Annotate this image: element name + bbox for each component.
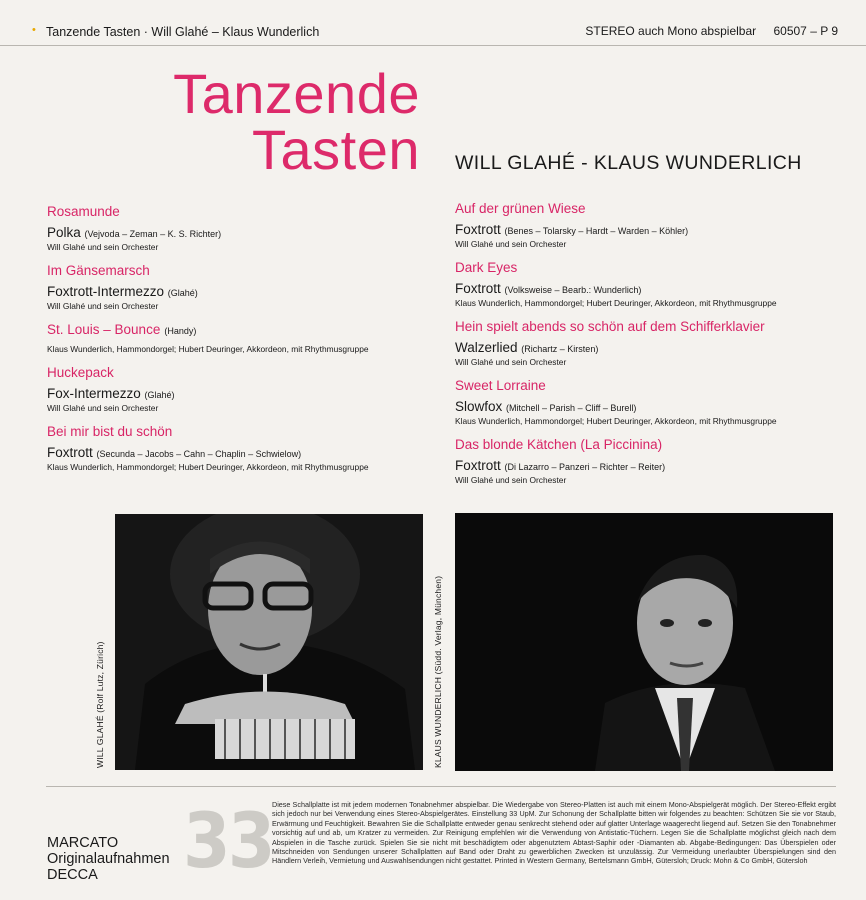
track-title-text: Dark Eyes — [455, 260, 518, 275]
track-dance-type: Walzerlied — [455, 340, 518, 355]
photo-caption-glahe: WILL GLAHÉ (Rolf Lutz, Zürich) — [95, 641, 105, 768]
catalog-number: 60507 – P 9 — [773, 24, 838, 38]
track-title-text: Sweet Lorraine — [455, 378, 546, 393]
track-dance-type: Polka — [47, 225, 81, 240]
track-dance-line — [455, 222, 855, 239]
track-performers: Will Glahé und sein Orchester — [455, 239, 567, 249]
album-title — [173, 62, 420, 181]
track-composer-credits: (Mitchell – Parish – Cliff – Burell) — [506, 403, 637, 413]
track-dance-type: Slowfox — [455, 399, 503, 414]
track-item — [455, 260, 855, 309]
track-performers: Will Glahé und sein Orchester — [455, 357, 567, 367]
album-title-line1: Tanzende — [173, 62, 420, 125]
label-line-marcato: MARCATO — [47, 835, 119, 851]
track-title-text: St. Louis – Bounce — [47, 322, 161, 337]
track-dance-type: Fox-Intermezzo — [47, 386, 141, 401]
care-notice: Diese Schallplatte ist mit jedem modernen Tonabnehmer abspielbar. Die Wiedergabe von Stereo-Platten ist auch mit einem Mono-Abspielgerät möglich. Der Stereo-Effekt ergibt sich jedoch nur bei Verwendung eines Stereo-Abspielgerätes. Einstellung 33 UpM. Zur Schonung der Schallplatte bitten wir folgendes zu beachten: Schützen Sie sie vor Staub, Erwärmung und Feuchtigkeit. Bewahren Sie die Schallplatte entweder genau senkrecht stehend oder auf glatter Unterlage waagerecht liegend auf. Setzen Sie den Tonabnehmer vorsichtig auf und ab, um Kratzer zu vermeiden. Zur Reinigung empfehlen wir die Verwendung von Antistatic-Tüchern. Legen Sie die Schallplatte möglichst gleich nach dem Abspielen in die Tasche zurück. Spielen Sie sie nicht mit beschädigtem oder abgenutztem Abtast-Saphir oder -Diamanten ab. Abgabe-Bedingungen: Das Überspielen oder Mitschneiden von Sendungen unserer Schallplatten auf Band oder Draht zu gewerblichen Zwecken ist unzulässig. Zur Vermeidung unerlaubter Überspielungen sind den Händlern Verleih, Vermietung und Auswahlsendungen nicht gestattet. Printed in Western Germany, Bertelsmann GmbH, Gütersloh; Druck: Mohn & Co GmbH, Gütersloh — [272, 800, 836, 866]
track-composer-credits: (Glahé) — [167, 288, 198, 298]
track-dance-type: Foxtrott — [455, 222, 501, 237]
track-title — [47, 424, 437, 440]
track-dance-line — [455, 399, 855, 416]
track-dance-line — [47, 445, 437, 462]
track-title-text: Auf der grünen Wiese — [455, 201, 586, 216]
track-dance-line — [455, 340, 855, 357]
label-info — [47, 835, 170, 883]
speed-rpm: 33 — [183, 796, 273, 885]
track-item — [47, 424, 437, 473]
track-item — [47, 365, 437, 414]
header-right — [571, 24, 838, 38]
track-item — [47, 322, 437, 355]
footer-divider — [46, 786, 836, 787]
track-performers: Will Glahé und sein Orchester — [47, 242, 159, 252]
track-dance-type: Foxtrott — [455, 458, 501, 473]
track-dance-type: Foxtrott — [47, 445, 93, 460]
track-composer-credits: (Benes – Tolarsky – Hardt – Warden – Köhler) — [504, 226, 689, 236]
track-title — [455, 437, 855, 453]
track-performers: Klaus Wunderlich, Hammondorgel; Hubert Deuringer, Akkordeon, mit Rhythmusgruppe — [455, 298, 777, 308]
track-title-text: Das blonde Kätchen (La Piccinina) — [455, 437, 663, 452]
track-title — [455, 260, 855, 276]
track-dance-type: Foxtrott-Intermezzo — [47, 284, 165, 299]
track-performers: Will Glahé und sein Orchester — [47, 301, 159, 311]
header-title: Tanzende Tasten · Will Glahé – Klaus Wunderlich — [46, 25, 320, 39]
track-title — [47, 322, 437, 339]
track-title-text: Hein spielt abends so schön auf dem Schifferklavier — [455, 319, 765, 334]
tracklist-side-a — [47, 204, 437, 483]
track-item — [455, 201, 855, 250]
track-performers: Klaus Wunderlich, Hammondorgel; Hubert Deuringer, Akkordeon, mit Rhythmusgruppe — [455, 416, 777, 426]
photo-klaus-wunderlich — [455, 513, 833, 771]
track-composer-credits: (Secunda – Jacobs – Cahn – Chaplin – Schwielow) — [96, 449, 302, 459]
track-composer-credits: (Di Lazarro – Panzeri – Richter – Reiter) — [504, 462, 666, 472]
track-title-text: Bei mir bist du schön — [47, 424, 173, 439]
album-title-line2: Tasten — [252, 118, 420, 181]
track-dance-line — [47, 284, 437, 301]
track-dance-line — [47, 386, 437, 403]
track-item — [455, 378, 855, 427]
photo-caption-wunderlich: KLAUS WUNDERLICH (Südd. Verlag, München) — [433, 575, 443, 768]
tracklist-side-b — [455, 201, 855, 496]
track-composer-credits: (Richartz – Kirsten) — [521, 344, 599, 354]
label-line-decca: DECCA — [47, 867, 98, 883]
track-title — [47, 204, 437, 220]
track-performers: Will Glahé und sein Orchester — [47, 403, 159, 413]
track-title-text: Rosamunde — [47, 204, 120, 219]
track-dance-line — [47, 225, 437, 242]
track-composer-credits: (Handy) — [164, 326, 197, 336]
track-title — [455, 201, 855, 217]
track-dance-line — [455, 281, 855, 298]
portrait-glahe-image — [115, 514, 423, 770]
track-title — [455, 378, 855, 394]
header-bar — [0, 0, 866, 46]
artists-heading: WILL GLAHÉ - KLAUS WUNDERLICH — [455, 152, 802, 174]
track-title — [455, 319, 855, 335]
track-dance-type: Foxtrott — [455, 281, 501, 296]
track-title-text: Huckepack — [47, 365, 114, 380]
track-item — [455, 319, 855, 368]
stereo-note: STEREO auch Mono abspielbar — [585, 24, 757, 38]
track-performers: Klaus Wunderlich, Hammondorgel; Hubert Deuringer, Akkordeon, mit Rhythmusgruppe — [47, 462, 369, 472]
track-title — [47, 365, 437, 381]
track-dance-line — [455, 458, 855, 475]
track-item — [47, 263, 437, 312]
track-composer-credits: (Glahé) — [144, 390, 175, 400]
track-performers: Klaus Wunderlich, Hammondorgel; Hubert Deuringer, Akkordeon, mit Rhythmusgruppe — [47, 344, 369, 354]
track-title — [47, 263, 437, 279]
track-performers: Will Glahé und sein Orchester — [455, 475, 567, 485]
label-line-original: Originalaufnahmen — [47, 851, 170, 867]
track-composer-credits: (Vejvoda – Zeman – K. S. Richter) — [84, 229, 222, 239]
track-item — [47, 204, 437, 253]
bullet-icon: • — [32, 24, 36, 36]
track-item — [455, 437, 855, 486]
portrait-wunderlich-image — [455, 513, 833, 771]
track-composer-credits: (Volksweise – Bearb.: Wunderlich) — [504, 285, 642, 295]
track-title-text: Im Gänsemarsch — [47, 263, 150, 278]
photo-will-glahe — [115, 514, 423, 770]
